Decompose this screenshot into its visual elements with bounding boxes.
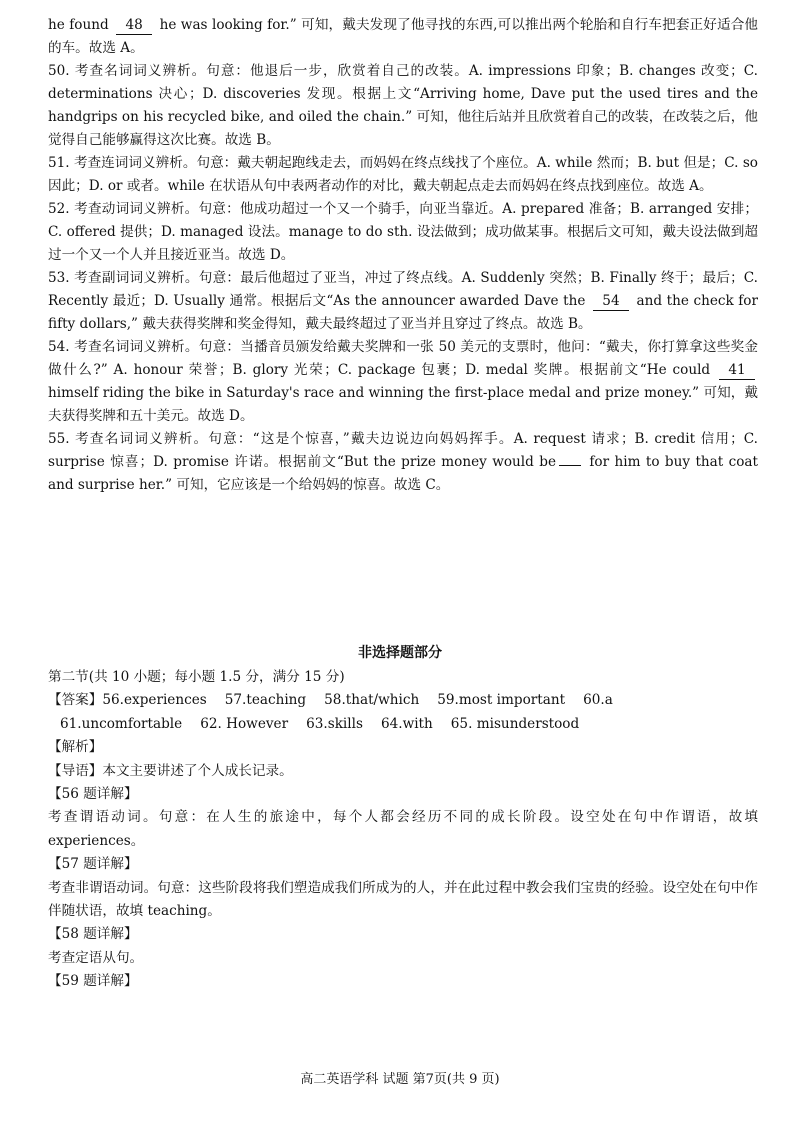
- detail-59-title: 【59 题详解】: [48, 973, 138, 990]
- answer-57: 57.teaching: [224, 692, 307, 709]
- blank-41: 41: [719, 362, 755, 380]
- answer-64: 64.with: [380, 715, 433, 732]
- detail-56-text: 考查谓语动词。句意：在人生的旅途中，每个人都会经历不同的成长阶段。设空处在句中作谓语，故填 experiences。: [48, 809, 758, 849]
- blank-54: 54: [593, 293, 629, 311]
- answer-label: 【答案】: [48, 692, 103, 709]
- answer-65: 65. misunderstood: [450, 715, 580, 732]
- answer-61: 61.uncomfortable: [60, 715, 183, 732]
- para-55: 55. 考查名词词义辨析。句意：“这是个惊喜，”戴夫边说边向妈妈挥手。A. request 请求；B. credit 信用；C. surprise 惊喜；D. promise 许诺。根据前文“But the prize money would be for him to buy that coat and surprise her.” 可知，它应该是一个给妈妈的惊喜。故选 C。: [48, 431, 758, 493]
- guide-text: 【导语】本文主要讲述了个人成长记录。: [48, 762, 293, 779]
- para-54: 54. 考查名词词义辨析。句意：当播音员颁发给戴夫奖牌和一张 50 美元的支票时，他问：“戴夫，你打算拿这些奖金做什么?” A. honour 荣誉；B. glory 光荣；C. package 包裹；D. medal 奖牌。根据前文“He could 41 himself riding the bike in Saturday's race and winning the first-place medal and prize money.” 可知，戴夫获得奖牌和五十美元。故选 D。: [48, 339, 758, 424]
- answer-56: 56.experiences: [102, 692, 207, 709]
- answers-row-1: [48, 689, 758, 712]
- answer-59: 59.most important: [437, 692, 566, 709]
- section-intro: 第二节(共 10 小题；每小题 1.5 分，满分 15 分): [48, 669, 345, 685]
- para-51: 51. 考查连词词义辨析。句意：戴夫朝起跑线走去，而妈妈在终点线找了个座位。A. while 然而；B. but 但是；C. so 因此；D. or 或者。while 在状语从句中表两者动作的对比，戴夫朝起点走去而妈妈在终点找到座位。故选 A。: [48, 155, 758, 194]
- detail-58-text: 考查定语从句。: [48, 949, 144, 966]
- detail-58-title: 【58 题详解】: [48, 926, 138, 943]
- answers-row-2: [48, 713, 758, 736]
- section-title: 非选择题部分: [358, 645, 442, 661]
- answer-section: [48, 666, 758, 994]
- detail-57-text: 考查非谓语动词。句意：这些阶段将我们塑造成我们所成为的人，并在此过程中教会我们宝贵的经验。设空处在句中作伴随状语，故填 teaching。: [48, 879, 758, 920]
- para-48-tail: he found 48 he was looking for.” 可知，戴夫发现了他寻找的东西,可以推出两个轮胎和自行车把套正好适合他的车。故选 A。: [48, 17, 759, 56]
- page-footer: 高二英语学科 试题 第7页(共 9 页): [300, 1072, 500, 1087]
- blank-48: 48: [116, 17, 152, 35]
- answer-62: 62. However: [200, 715, 289, 732]
- blank-empty: [559, 465, 581, 466]
- detail-57-title: 【57 题详解】: [48, 856, 138, 873]
- answer-63: 63.skills: [306, 715, 363, 732]
- para-50: 50. 考查名词词义辨析。句意：他退后一步，欣赏着自己的改装。A. impressions 印象；B. changes 改变；C. determinations 决心；D. discoveries 发现。根据上文“Arriving home, Dave put the used tires and the handgrips on his recycled bike, and oiled the chain.” 可知，他往后站并且欣赏着自己的改装，在改装之后，他觉得自己能够赢得这次比赛。故选 B。: [48, 63, 758, 148]
- para-53: 53. 考查副词词义辨析。句意：最后他超过了亚当，冲过了终点线。A. Suddenly 突然；B. Finally 终于；最后；C. Recently 最近；D. Usually 通常。根据后文“As the announcer awarded Dave the 54 and the check for fifty dollars,” 戴夫获得奖牌和奖金得知，戴夫最终超过了亚当并且穿过了终点。故选 B。: [48, 270, 758, 332]
- answer-60: 60.a: [583, 692, 613, 709]
- para-52: 52. 考查动词词义辨析。句意：他成功超过一个又一个骑手，向亚当靠近。A. prepared 准备；B. arranged 安排；C. offered 提供；D. managed 设法。manage to do sth. 设法做到；成功做某事。根据后文可知，戴夫设法做到超过一个又一个人并且接近亚当。故选 D。: [48, 201, 758, 263]
- detail-56-title: 【56 题详解】: [48, 786, 138, 803]
- answer-58: 58.that/which: [324, 692, 420, 709]
- upper-explanations: [48, 14, 758, 497]
- analysis-label: 【解析】: [48, 739, 103, 756]
